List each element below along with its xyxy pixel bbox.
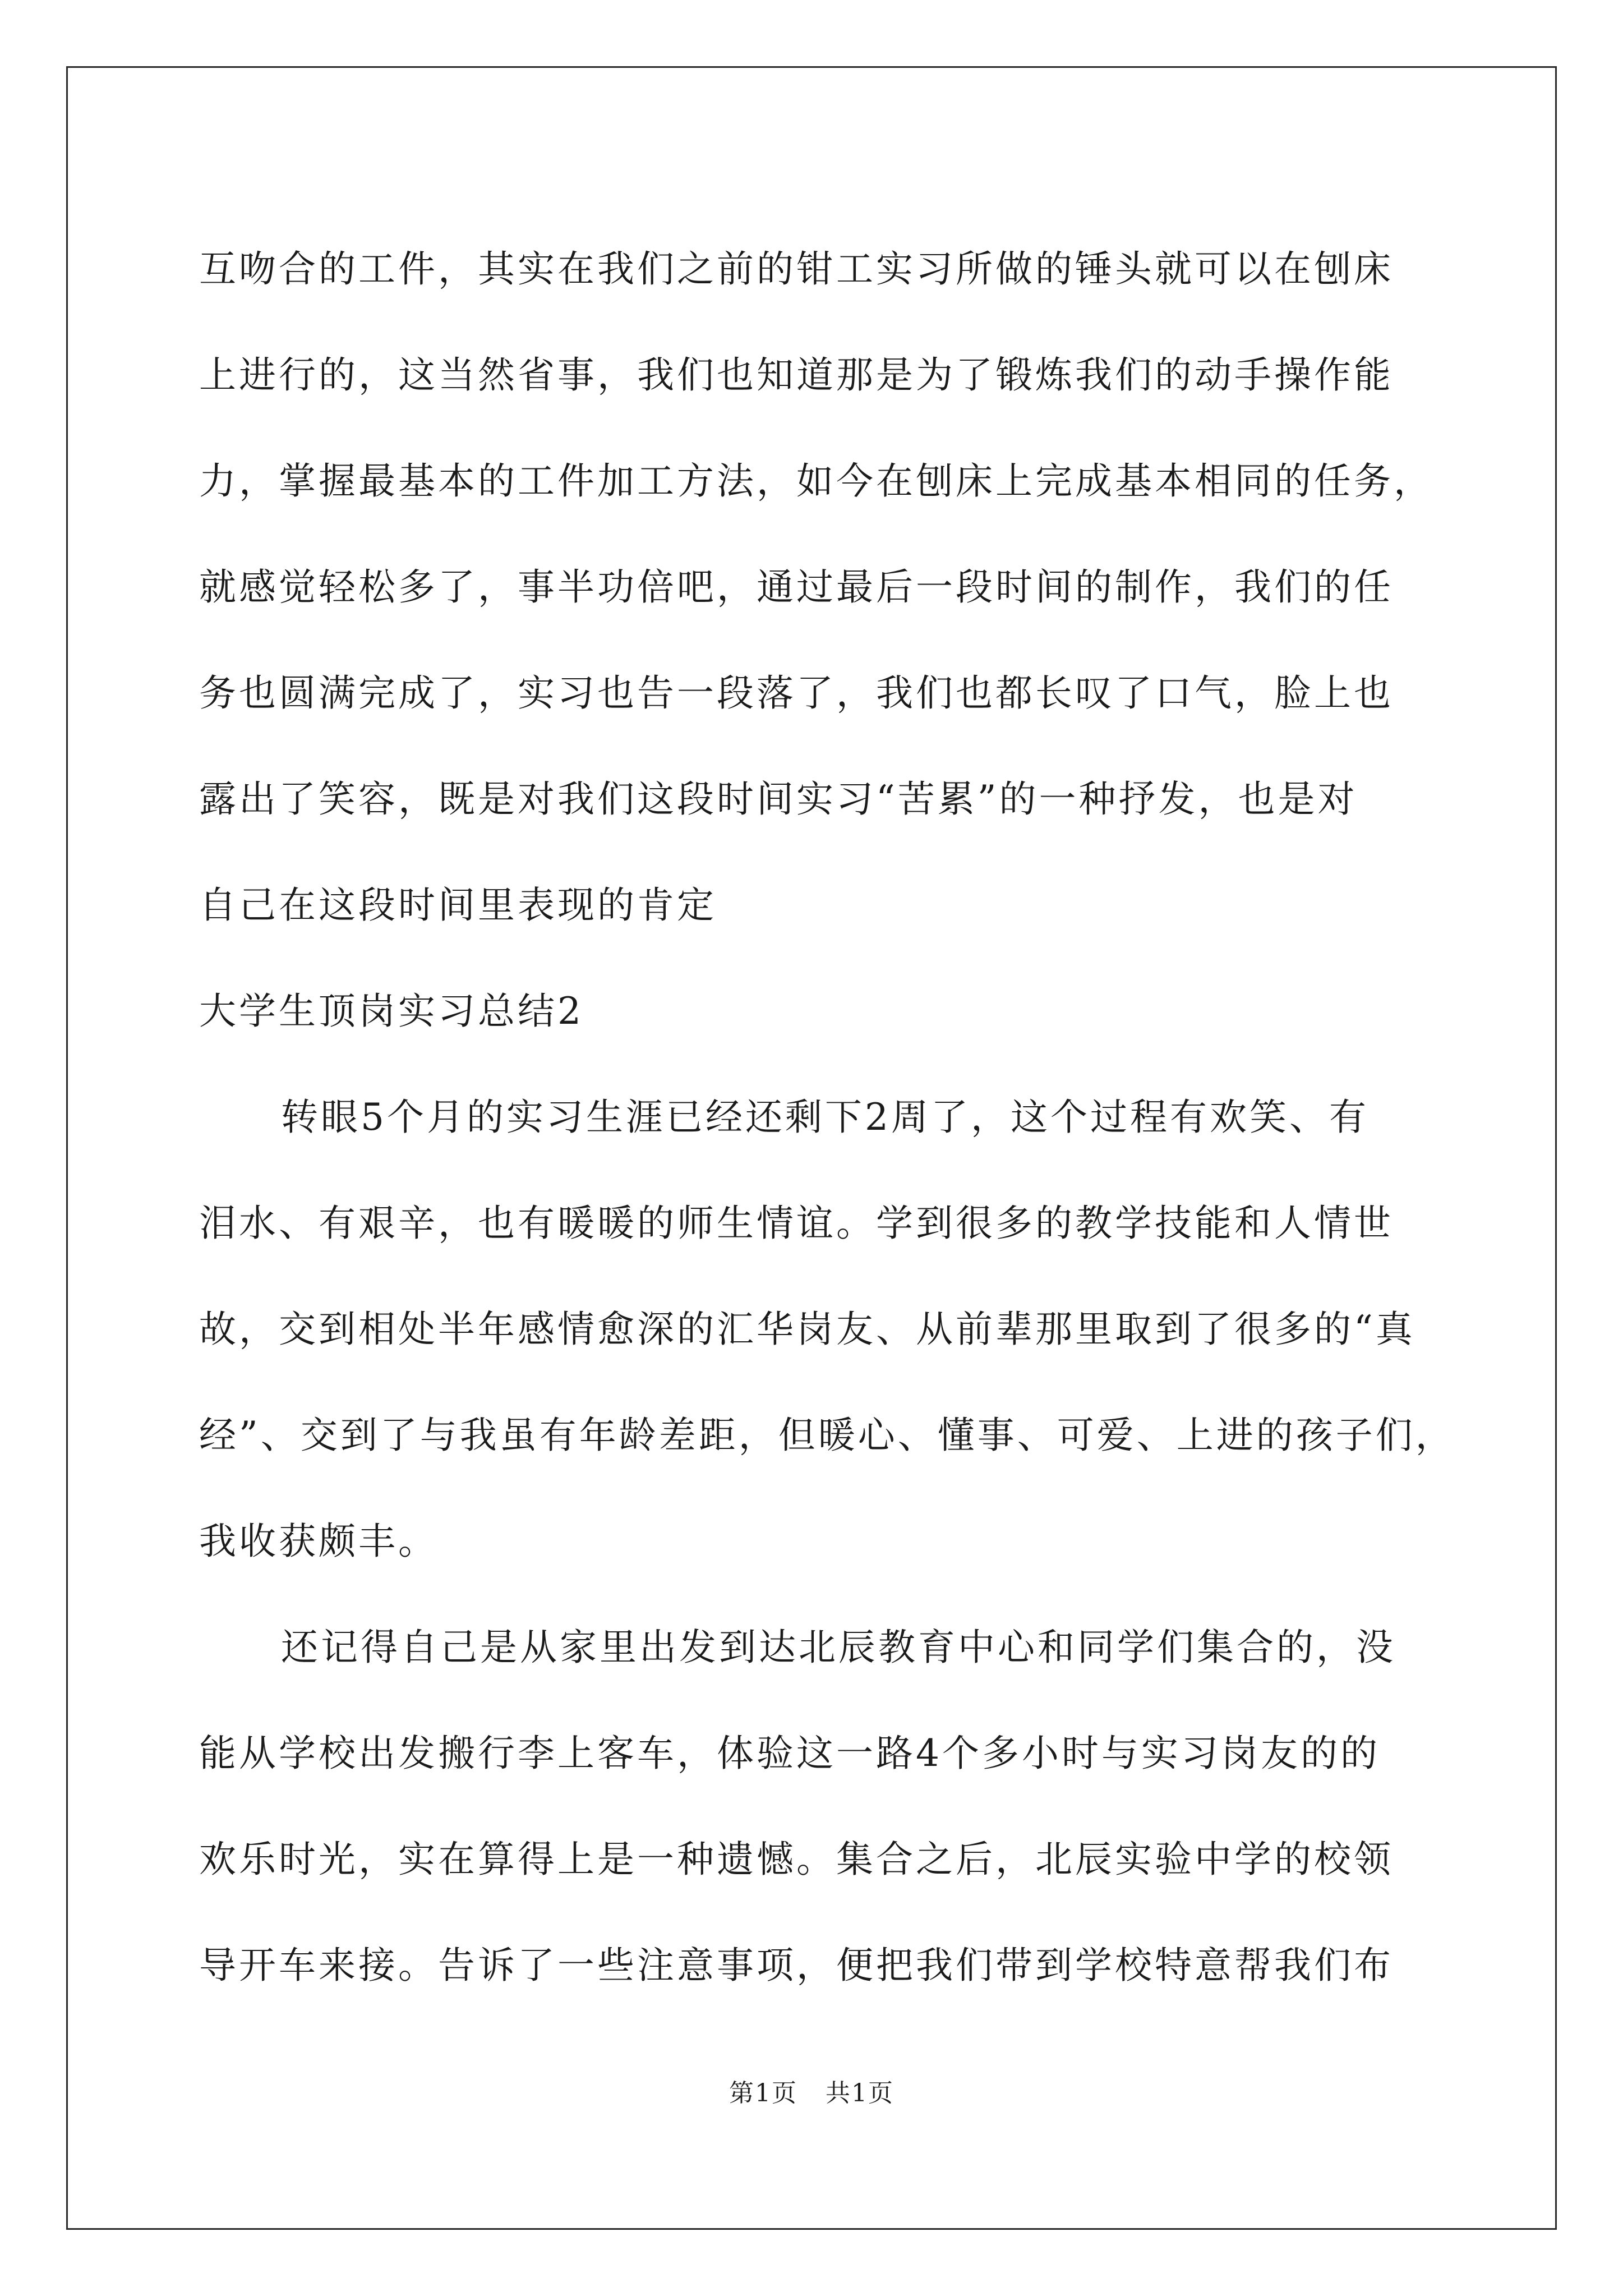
- text-line: 就感觉轻松多了，事半功倍吧，通过最后一段时间的制作，我们的任: [199, 565, 1394, 609]
- page-footer: [0, 2073, 1623, 2109]
- text-line: 上进行的，这当然省事，我们也知道那是为了锻炼我们的动手操作能: [199, 353, 1394, 397]
- text-line: 露出了笑容，既是对我们这段时间实习“苦累”的一种抒发，也是对: [199, 777, 1358, 821]
- text-line: 欢乐时光，实在算得上是一种遗憾。集合之后，北辰实验中学的校领: [199, 1838, 1394, 1881]
- text-line: 还记得自己是从家里出发到达北辰教育中心和同学们集合的，没: [281, 1626, 1396, 1669]
- section-heading: 大学生顶岗实习总结2: [199, 990, 584, 1033]
- page-number: 第1页: [729, 2079, 797, 2108]
- text-line: 务也圆满完成了，实习也告一段落了，我们也都长叹了口气，脸上也: [199, 671, 1394, 715]
- text-line: 导开车来接。告诉了一些注意事项，便把我们带到学校特意帮我们布: [199, 1944, 1394, 1987]
- text-line: 泪水、有艰辛，也有暖暖的师生情谊。学到很多的教学技能和人情世: [199, 1202, 1394, 1245]
- text-line: 能从学校出发搬行李上客车，体验这一路4个多小时与实习岗友的的: [199, 1732, 1380, 1775]
- text-line: 我收获颇丰。: [199, 1520, 438, 1563]
- text-line: 自己在这段时间里表现的肯定: [199, 884, 717, 927]
- document-body: [199, 216, 1455, 2018]
- text-line: 互吻合的工件，其实在我们之前的钳工实习所做的锤头就可以在刨床: [199, 247, 1394, 291]
- text-line: 故，交到相处半年感情愈深的汇华岗友、从前辈那里取到了很多的“真: [199, 1308, 1415, 1351]
- page-count: 共1页: [826, 2079, 894, 2108]
- text-line: 转眼5个月的实习生涯已经还剩下2周了，这个过程有欢笑、有: [281, 1096, 1369, 1139]
- text-line: 经”、交到了与我虽有年龄差距，但暖心、懂事、可爱、上进的孩子们，: [199, 1414, 1455, 1457]
- text-line: 力，掌握最基本的工件加工方法，如今在刨床上完成基本相同的任务，: [199, 459, 1433, 503]
